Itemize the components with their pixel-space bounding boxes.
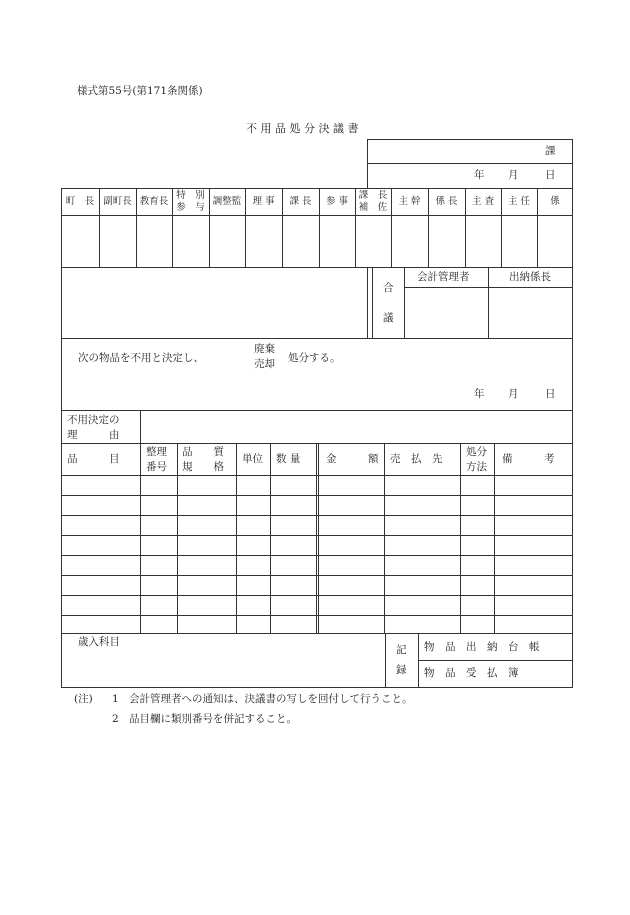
- approver-cho: 町 長: [65, 195, 95, 207]
- ledger-goods-receipt-book: 物 品 受 払 簿: [424, 667, 519, 679]
- date-day: 日: [545, 169, 556, 181]
- decision-suffix: 処分する。: [288, 352, 341, 364]
- column-header-unit: 単位: [242, 453, 263, 465]
- column-header-method-2: 方法: [466, 461, 487, 473]
- consult-label-go: 合: [383, 282, 394, 294]
- date-year: 年: [474, 169, 485, 181]
- column-header-method-1: 処分: [466, 446, 487, 458]
- page-title: 不 用 品 処 分 決 議 書: [246, 122, 359, 135]
- approver-sanji: 参 事: [325, 195, 349, 207]
- column-header-spec-2: 規 格: [182, 461, 224, 473]
- column-header-spec-1: 品 質: [182, 446, 224, 458]
- approver-kyoikucho: 教育長: [139, 195, 169, 207]
- record-label-ki: 記: [396, 644, 407, 656]
- approver-riji: 理 事: [252, 195, 275, 207]
- approver-tokubetsu-sanyo: 特 別 参 与: [176, 189, 205, 213]
- cashier-chief-label: 出納係長: [509, 271, 551, 283]
- approver-kacho: 課 長: [289, 195, 312, 207]
- reason-label-line2: 理 由: [67, 429, 120, 441]
- approver-shusa: 主 査: [471, 195, 495, 207]
- approver-kakaricho: 係 長: [435, 195, 458, 207]
- decision-option-dispose: 廃棄: [254, 343, 275, 355]
- decision-day: 日: [545, 388, 556, 400]
- decision-option-sell: 売却: [254, 358, 275, 370]
- reason-label-line1: 不用決定の: [67, 414, 120, 426]
- ledger-goods-register: 物 品 出 納 台 帳: [424, 641, 540, 653]
- approver-shukan: 主 幹: [398, 195, 421, 207]
- approver-kacho-hosa: 課 長 補 佐: [358, 189, 388, 213]
- department-suffix: 課: [545, 145, 556, 157]
- column-header-serial-2: 番号: [146, 461, 167, 473]
- approver-kakari: 係: [550, 195, 560, 207]
- approver-fukucho: 副町長: [103, 195, 132, 207]
- record-label-roku: 録: [396, 664, 407, 676]
- approver-choseikan: 調整監: [212, 195, 242, 207]
- form-number: 様式第55号(第171条関係): [77, 85, 203, 97]
- column-header-amount: 金 額: [326, 453, 379, 465]
- note-1-number: 1: [112, 693, 119, 705]
- column-header-buyer: 売 払 先: [390, 453, 443, 465]
- decision-month: 月: [508, 388, 519, 400]
- approver-shunin: 主 任: [507, 195, 531, 207]
- column-header-item: 品 目: [67, 453, 120, 465]
- decision-year: 年: [474, 388, 485, 400]
- accounting-manager-label: 会計管理者: [417, 271, 470, 283]
- notes-prefix: (注): [74, 693, 93, 705]
- column-header-quantity: 数 量: [276, 453, 301, 465]
- decision-prefix: 次の物品を不用と決定し、: [78, 352, 204, 364]
- consult-label-gi: 議: [383, 312, 394, 324]
- column-header-serial-1: 整理: [146, 446, 167, 458]
- date-month: 月: [508, 169, 519, 181]
- note-2-number: 2: [112, 713, 119, 725]
- column-header-remarks: 備 考: [502, 453, 555, 465]
- note-1-text: 会計管理者への通知は、決議書の写しを回付して行うこと。: [129, 693, 413, 705]
- note-2-text: 品目欄に類別番号を併記すること。: [129, 713, 297, 725]
- revenue-item-label: 歳入科目: [78, 636, 120, 648]
